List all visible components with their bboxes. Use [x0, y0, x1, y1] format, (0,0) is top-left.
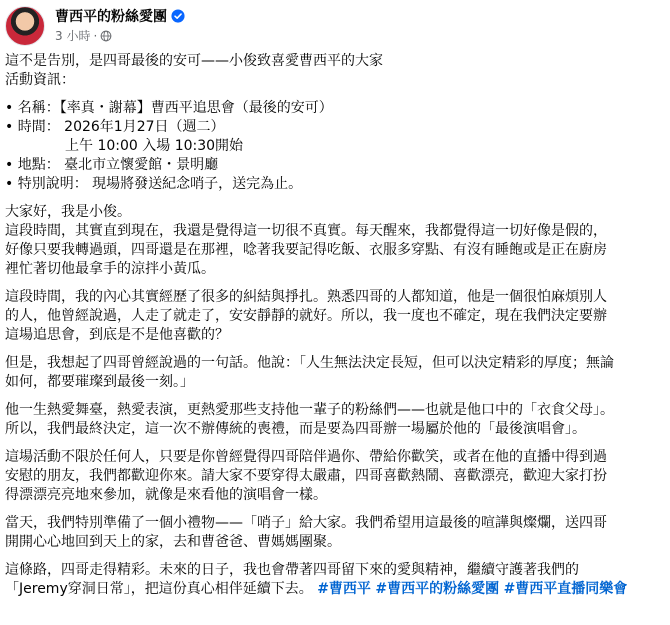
paragraph-5-line-3: 得漂漂亮亮地來參加，就像是來看他的演唱會一樣。 [5, 487, 327, 503]
paragraph-2-line-2: 的人，他曾經說過，人走了就走了，安安靜靜的就好。所以，我一度也不確定，現在我們決定要辦 [5, 308, 607, 324]
post-meta [55, 29, 112, 43]
info-date: • 時間： 2026年1月27日（週二） [5, 119, 225, 135]
info-place: • 地點： 臺北市立懷愛館・景明廳 [5, 157, 219, 173]
paragraph-1-line-2: 好像只要我轉過頭，四哥還是在那裡，唸著我要記得吃飯、衣服多穿點、有沒有睡飽或是正在廚房 [5, 242, 607, 258]
paragraph-7-line-1: 這條路，四哥走得精彩。未來的日子，我也會帶著四哥留下來的愛與精神，繼續守護著我們的 [5, 562, 579, 578]
verified-badge-icon [171, 9, 185, 23]
avatar[interactable] [5, 6, 45, 46]
paragraph-1-line-3: 裡忙著切他最拿手的涼拌小黃瓜。 [5, 261, 215, 277]
post-timestamp[interactable]: 3 小時 [55, 29, 91, 43]
post-body [5, 52, 655, 599]
info-time-detail: 上午 10:00 入場 10:30開始 [65, 138, 244, 154]
paragraph-4-line-1: 他一生熱愛舞臺，熱愛表演，更熱愛那些支持他一輩子的粉絲們——也就是他口中的「衣食父母」。 [5, 402, 614, 418]
paragraph-1-line-1: 這段時間，其實直到現在，我還是覺得這一切很不真實。每天醒來，我都覺得這一切好像是假的， [5, 223, 607, 239]
paragraph-5-line-1: 這場活動不限於任何人，只要是你曾經覺得四哥陪伴過你、帶給你歡笑，或者在他的直播中得到過 [5, 449, 607, 465]
meta-separator: · [93, 29, 98, 43]
paragraph-4-line-2: 所以，我們最終決定，這一次不辦傳統的喪禮，而是要為四哥辦一場屬於他的「最後演唱會」。 [5, 421, 586, 437]
paragraph-6-line-1: 當天，我們特別準備了一個小禮物——「哨子」給大家。我們希望用這最後的喧譁與燦爛，送四哥 [5, 515, 607, 531]
hashtag-link[interactable]: #曹西平的粉絲愛團 [375, 581, 500, 597]
info-note: • 特別說明： 現場將發送紀念哨子，送完為止。 [5, 176, 303, 192]
paragraph-7-line-2 [5, 580, 655, 599]
post-header [5, 6, 645, 46]
page-name[interactable] [55, 9, 185, 26]
paragraph-2-line-3: 這場追思會，到底是不是他喜歡的？ [5, 327, 229, 343]
greeting-line: 大家好，我是小俊。 [5, 204, 131, 220]
hashtag-link[interactable]: #曹西平直播同樂會 [503, 581, 628, 597]
info-name: • 名稱：【率真・謝幕】曹西平追思會（最後的安可） [5, 100, 333, 116]
info-heading: 活動資訊： [5, 72, 75, 88]
paragraph-7-text: 「Jeremy穿洞日常」，把這份真心相伴延續下去。 [5, 581, 313, 597]
hashtag-link[interactable]: #曹西平 [317, 581, 371, 597]
page-name-label[interactable]: 曹西平的粉絲愛團 [55, 9, 167, 25]
globe-icon[interactable] [100, 30, 112, 42]
paragraph-5-line-2: 安慰的朋友，我們都歡迎你來。請大家不要穿得太嚴肅，四哥喜歡熱鬧、喜歡漂亮，歡迎大家打扮 [5, 468, 607, 484]
paragraph-6-line-2: 開開心心地回到天上的家，去和曹爸爸、曹媽媽團聚。 [5, 534, 341, 550]
paragraph-3-line-2: 如何，都要璀璨到最後一刻。」 [5, 374, 194, 390]
paragraph-2-line-1: 這段時間，我的內心其實經歷了很多的糾結與掙扎。熟悉四哥的人都知道，他是一個很怕麻煩別人 [5, 289, 607, 305]
paragraph-3-line-1: 但是，我想起了四哥曾經說過的一句話。他說：「人生無法決定長短，但可以決定精彩的厚度；無論 [5, 355, 614, 371]
post-title-line: 這不是告別，是四哥最後的安可——小俊致喜愛曹西平的大家 [5, 53, 383, 69]
